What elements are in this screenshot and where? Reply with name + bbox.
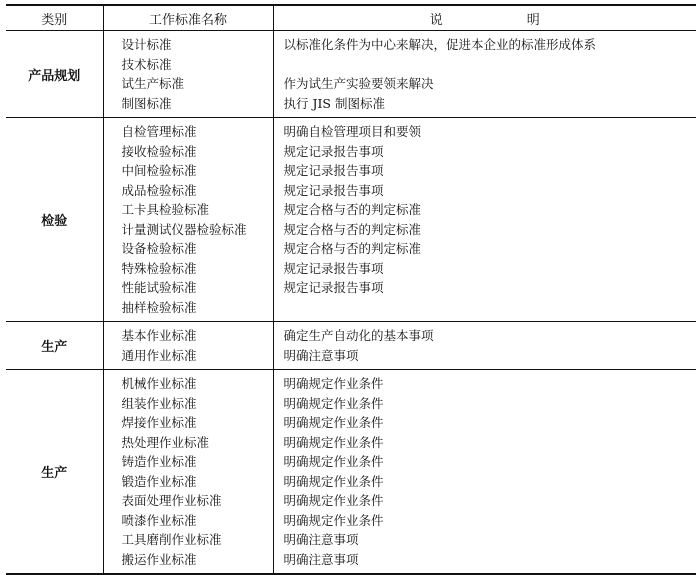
standard-description	[284, 298, 697, 318]
standard-name: 成品检验标准	[121, 182, 197, 198]
standard-name: 计量测试仪器检验标准	[121, 221, 247, 237]
standard-description: 明确规定作业条件	[283, 473, 384, 489]
category-cell: 生产	[6, 370, 103, 575]
standard-name: 试生产标准	[121, 76, 185, 91]
descriptions-cell	[273, 370, 696, 575]
group-row	[6, 118, 696, 322]
standard-description: 明确规定作业条件	[283, 434, 384, 450]
standard-name: 中间检验标准	[121, 163, 197, 178]
standard-name: 制图标准	[121, 95, 172, 111]
standard-names-cell	[103, 370, 273, 575]
standard-names-cell	[103, 118, 273, 322]
group-row	[6, 31, 696, 118]
standard-name: 热处理作业标准	[121, 434, 210, 450]
group-row	[6, 370, 696, 575]
standard-name: 设计标准	[121, 37, 172, 52]
standard-name: 抽样检验标准	[121, 299, 197, 315]
standard-description: 规定合格与否的判定标准	[283, 202, 422, 217]
category-cell: 生产	[6, 322, 103, 370]
standard-description: 规定记录报告事项	[283, 163, 384, 178]
standard-description: 明确规定作业条件	[283, 415, 384, 430]
standard-name: 技术标准	[121, 56, 172, 72]
standard-names-cell	[103, 322, 273, 370]
group-row	[6, 322, 696, 370]
standard-description	[284, 55, 697, 75]
header-row	[6, 5, 696, 31]
standard-description: 规定记录报告事项	[283, 143, 384, 159]
header-standard-name: 工作标准名称	[103, 5, 273, 31]
header-category: 类别	[6, 5, 103, 31]
standard-description: 明确自检管理项目和要领	[283, 124, 422, 139]
standard-name: 接收检验标准	[121, 143, 197, 159]
standard-name: 机械作业标准	[121, 376, 197, 391]
descriptions-cell	[273, 118, 696, 322]
standard-name: 自检管理标准	[121, 124, 197, 139]
standard-name: 性能试验标准	[121, 280, 197, 295]
standard-description: 规定记录报告事项	[283, 182, 384, 198]
standard-description: 明确规定作业条件	[283, 376, 384, 391]
standard-description: 以标准化条件为中心来解决，促进本企业的标准形成体系	[283, 37, 597, 52]
standard-description: 规定记录报告事项	[283, 260, 384, 276]
standard-name: 搬运作业标准	[121, 551, 197, 567]
standard-name: 表面处理作业标准	[121, 493, 222, 508]
standard-description: 明确注意事项	[283, 347, 359, 363]
standard-name: 工具磨削作业标准	[121, 532, 222, 547]
standard-name: 工卡具检验标准	[121, 202, 210, 217]
descriptions-cell	[273, 31, 696, 118]
work-standards-table	[6, 4, 696, 575]
standard-name: 铸造作业标准	[121, 454, 197, 469]
standard-description: 明确规定作业条件	[283, 395, 384, 411]
descriptions-cell	[273, 322, 696, 370]
standard-name: 特殊检验标准	[121, 260, 197, 276]
standard-description: 确定生产自动化的基本事项	[283, 328, 434, 343]
standard-name: 锻造作业标准	[121, 473, 197, 489]
standard-description: 明确规定作业条件	[283, 512, 384, 528]
standard-description: 规定合格与否的判定标准	[283, 221, 422, 237]
standard-description: 明确规定作业条件	[283, 454, 384, 469]
standard-description: 明确规定作业条件	[283, 493, 384, 508]
standard-name: 基本作业标准	[121, 328, 197, 343]
standard-description: 作为试生产实验要领来解决	[283, 76, 434, 91]
standard-name: 组装作业标准	[121, 395, 197, 411]
standard-name: 通用作业标准	[121, 347, 197, 363]
standard-description: 规定合格与否的判定标准	[283, 241, 422, 256]
header-description: 说 明	[273, 5, 696, 31]
standard-name: 喷漆作业标准	[121, 512, 197, 528]
standard-description: 执行 JIS 制图标准	[283, 95, 385, 111]
category-cell: 检验	[6, 118, 103, 322]
standard-description: 明确注意事项	[283, 551, 359, 567]
standard-name: 焊接作业标准	[121, 415, 197, 430]
standard-name: 设备检验标准	[121, 241, 197, 256]
standards-table-page	[6, 4, 696, 569]
category-cell: 产品规划	[6, 31, 103, 118]
standard-description: 明确注意事项	[283, 532, 359, 547]
standard-names-cell	[103, 31, 273, 118]
standard-description: 规定记录报告事项	[283, 280, 384, 295]
